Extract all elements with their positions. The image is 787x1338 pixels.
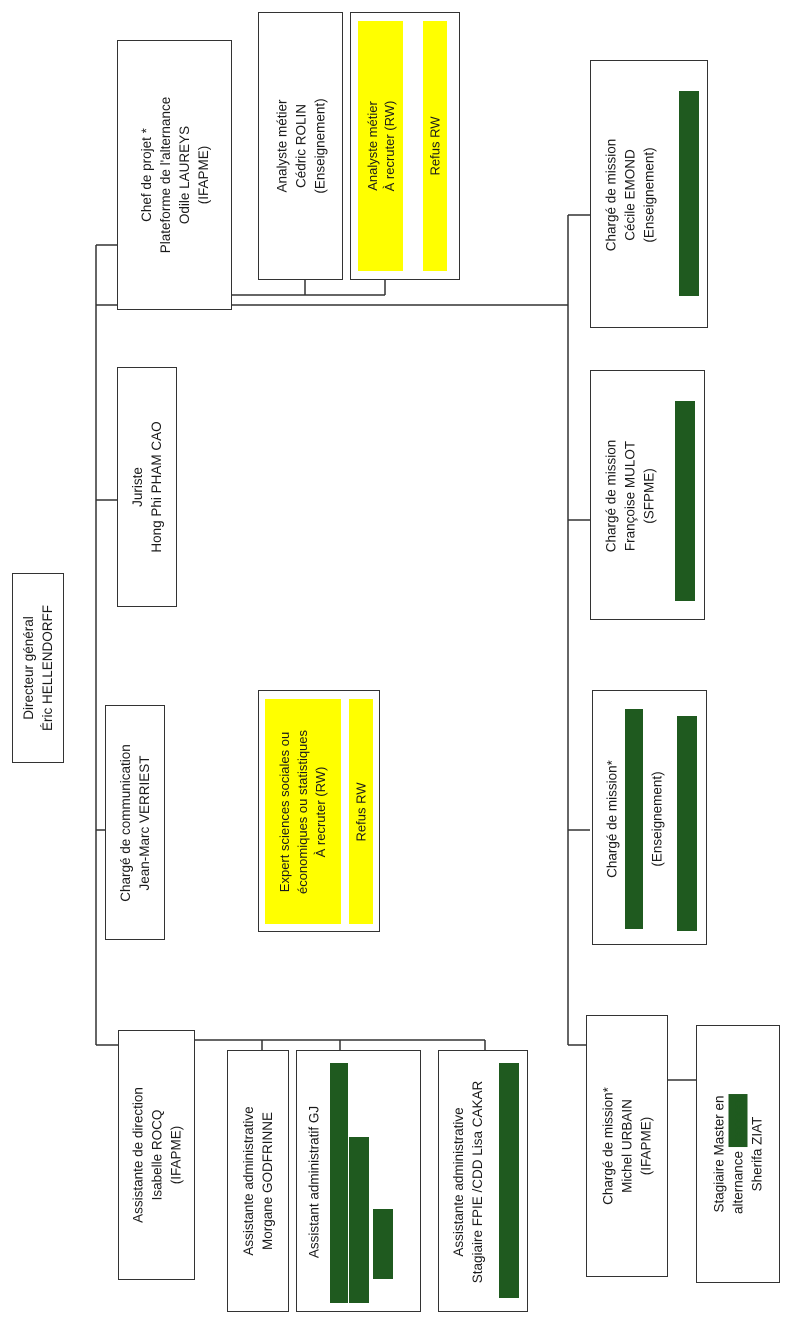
analyste-recruter-title: Analyste métier [364, 101, 380, 191]
assistante-direction-name: Isabelle ROCQ [149, 1109, 164, 1201]
assistante-direction-title: Assistante de direction [130, 1087, 145, 1223]
analyste-rolin-title: Analyste métier [274, 99, 289, 193]
chef-projet-platform: Plateforme de l'alternance [157, 96, 173, 254]
assistante-direction-box [118, 1030, 195, 1280]
assistante-godfrinne-name: Morgane GODFRINNE [260, 1111, 275, 1251]
expert-line2: économiques ou statistiques [295, 729, 310, 894]
assistant-gj-box [296, 1050, 421, 1312]
mission-mulot-box [590, 370, 705, 620]
communication-title: Chargé de communication [118, 743, 133, 902]
mission-enseignement-redacted-2 [677, 716, 697, 931]
mission-enseignement-box [592, 690, 707, 945]
assistant-gj-redacted-2 [349, 1137, 369, 1303]
stagiaire-box [696, 1025, 780, 1283]
mission-urbain-title: Chargé de mission* [600, 1087, 616, 1205]
analyste-rolin-org: (Enseignement) [312, 98, 327, 194]
assistante-cakar-title: Assistante administrative [451, 1107, 466, 1257]
stagiaire-title: Stagiaire Master en [711, 1095, 727, 1213]
mission-enseignement-redacted-1 [625, 709, 643, 929]
expert-status: À recruter (RW) [313, 766, 328, 857]
mission-emond-redacted [679, 91, 699, 296]
mission-enseignement-org: (Enseignement) [649, 770, 665, 867]
stagiaire-name: Sherifa ZIAT [749, 1116, 765, 1192]
assistante-cakar-box [438, 1050, 528, 1312]
assistante-cakar-redacted [499, 1063, 519, 1298]
stagiaire-alternance: alternance [730, 1150, 746, 1215]
analyste-rolin-box [258, 12, 343, 280]
mission-enseignement-title: Chargé de mission* [604, 759, 620, 878]
mission-emond-name: Cécile EMOND [622, 149, 638, 241]
analyste-recruter-box [350, 12, 460, 280]
juriste-box [117, 367, 177, 607]
assistante-godfrinne-box [227, 1050, 289, 1312]
chef-projet-box [117, 40, 232, 310]
director-title: Directeur général [21, 616, 36, 720]
assistant-gj-redacted-3 [373, 1209, 393, 1279]
analyste-refus-highlight [423, 21, 447, 271]
mission-urbain-org: (IFAPME) [638, 1116, 654, 1176]
analyste-recruter-highlight [358, 21, 403, 271]
analyste-recruter-status: À recruter (RW) [381, 100, 397, 192]
assistante-godfrinne-title: Assistante administrative [241, 1106, 256, 1256]
mission-emond-box [590, 60, 708, 328]
communication-box [105, 705, 165, 940]
assistant-gj-redacted-1 [330, 1063, 348, 1303]
expert-highlight [265, 699, 341, 924]
mission-emond-title: Chargé de mission [603, 138, 619, 252]
expert-box [258, 690, 380, 932]
assistant-gj-title: Assistant administratif GJ [306, 1105, 322, 1259]
chef-projet-title: Chef de projet * [138, 128, 154, 222]
mission-mulot-name: Françoise MULOT [622, 440, 638, 552]
juriste-name: Hong Phi PHAM CAO [149, 421, 164, 553]
mission-mulot-title: Chargé de mission [603, 439, 619, 553]
mission-urbain-name: Michel URBAIN [619, 1099, 635, 1193]
expert-refus-highlight [349, 699, 373, 924]
analyste-refus: Refus RW [427, 116, 443, 176]
mission-emond-org: (Enseignement) [641, 147, 657, 243]
expert-line1: Expert sciences sociales ou [277, 731, 292, 892]
director-box [12, 573, 64, 763]
chef-projet-name: Odile LAUREYS [176, 125, 192, 225]
chef-projet-org: (IFAPME) [195, 145, 211, 205]
mission-mulot-redacted [675, 401, 695, 601]
communication-name: Jean-Marc VERRIEST [137, 754, 152, 891]
stagiaire-redacted: xxxxxxx [729, 1094, 748, 1147]
mission-urbain-box [586, 1015, 668, 1277]
expert-refus: Refus RW [353, 782, 369, 841]
juriste-title: Juriste [130, 467, 145, 507]
assistante-cakar-name: Stagiaire FPIE /CDD Lisa CAKAR [470, 1080, 485, 1284]
director-name: Éric HELLENDORFF [40, 604, 55, 732]
analyste-rolin-name: Cédric ROLIN [293, 103, 308, 189]
mission-mulot-org: (SFPME) [641, 468, 657, 524]
assistante-direction-org: (IFAPME) [168, 1125, 183, 1185]
